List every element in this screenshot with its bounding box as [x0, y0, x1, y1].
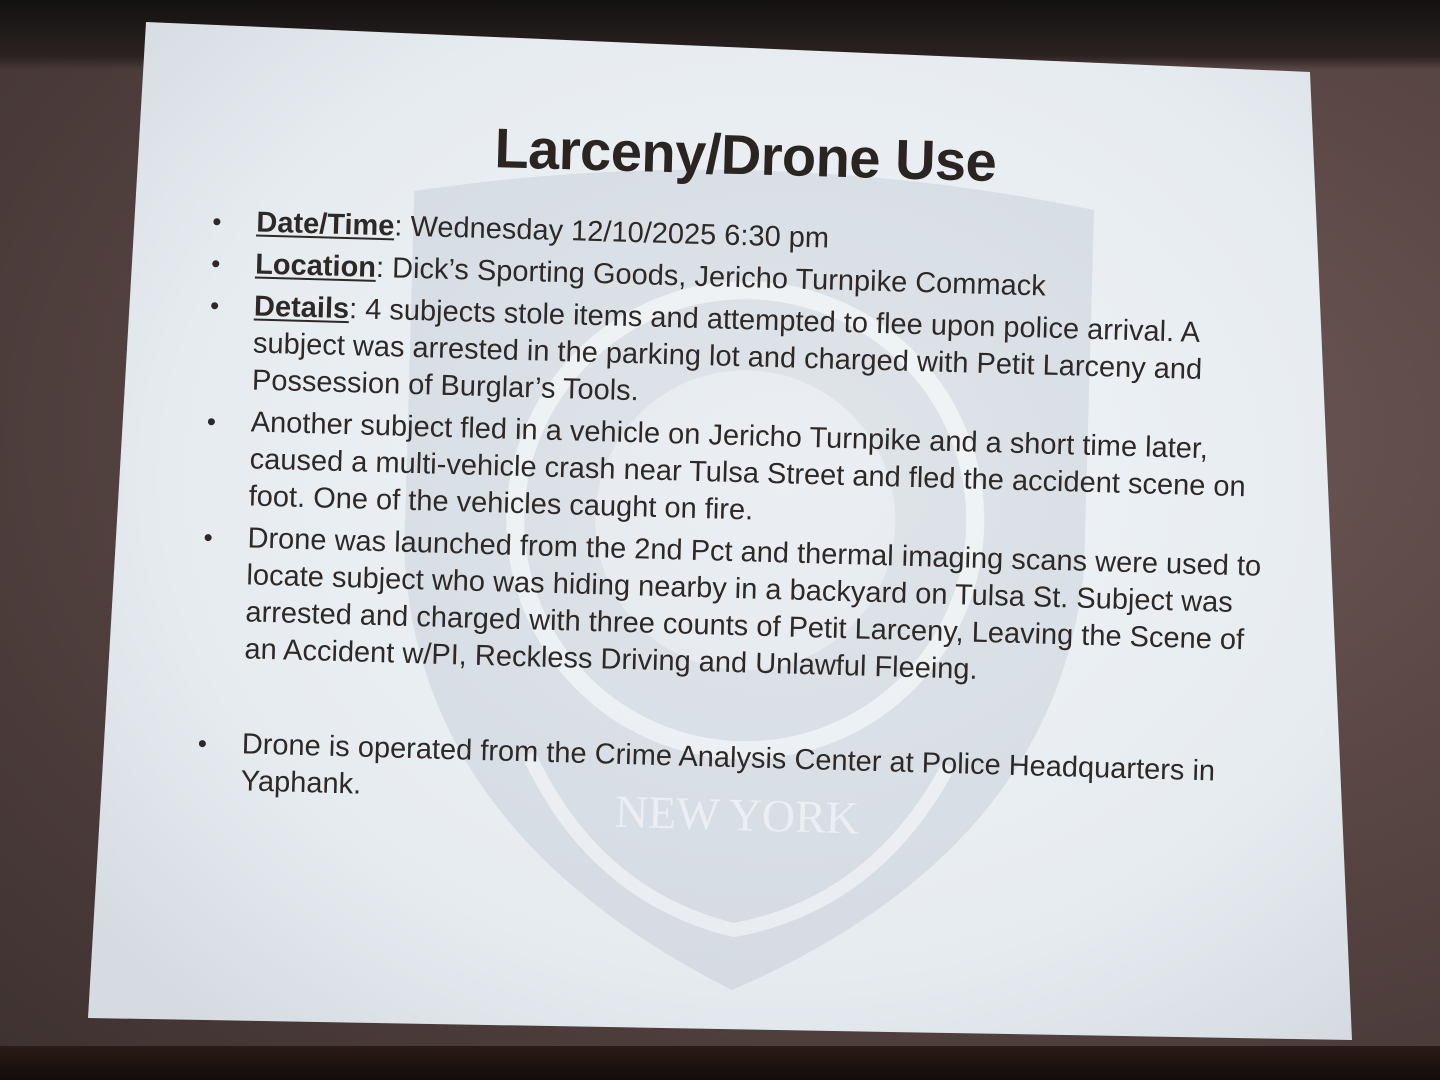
location-value: : Dick’s Sporting Goods, Jericho Turnpike Commack [375, 251, 1047, 303]
bullet-drone-operation [190, 725, 1272, 829]
details-label: Details [253, 290, 350, 326]
drone-operation-text: Drone is operated from the Crime Analysis Center at Police Headquarters in Yaphank. [240, 728, 1216, 801]
bullet-glyph: • [209, 290, 220, 321]
slide-title: Larceny/Drone Use [493, 116, 998, 194]
bullet-glyph: • [211, 206, 222, 237]
bullet-glyph: • [206, 406, 217, 437]
watermark-text: NEW YORK [614, 785, 860, 844]
date-time-label: Date/Time [255, 206, 395, 243]
bullet-list [190, 203, 1286, 834]
location-label: Location [254, 248, 377, 284]
bullet-glyph: • [203, 522, 214, 553]
bullet-drone-launch [194, 519, 1278, 697]
second-subject-text: Another subject fled in a vehicle on Jericho Turnpike and a short time later, caused a multi-vehicle crash near Tulsa Street and fled the accident scene on foot. One of the vehicles caught on fire. [248, 406, 1247, 527]
drone-launch-text: Drone was launched from the 2nd Pct and thermal imaging scans were used to locate subject who was hiding nearby in a backyard on Tulsa St. Subject was arrested and charged with three counts of Petit Larceny, Leaving the Scene of an Accident w/PI, Reckless Driving and Unlawful Fleeing. [244, 522, 1262, 686]
stage-edge [0, 1046, 1440, 1080]
details-value: : 4 subjects stole items and attempted to flee upon police arrival. A subject was arrested in the parking lot and charged with Petit Larceny and Possession of Burglar’s Tools. [251, 293, 1203, 408]
date-time-value: : Wednesday 12/10/2025 6:30 pm [393, 210, 830, 255]
bullet-glyph: • [210, 248, 221, 279]
presentation-slide [136, 14, 1333, 1046]
bullet-glyph: • [197, 728, 208, 759]
